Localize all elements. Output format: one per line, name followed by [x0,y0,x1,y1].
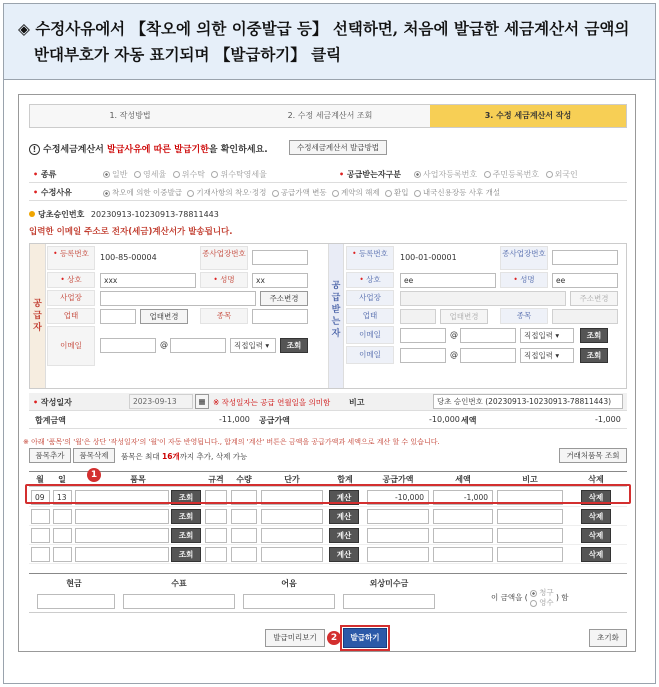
buyer-addr-input [400,291,566,306]
instruction-header [4,4,655,80]
approval-line [29,209,219,220]
buyer-addr-label: 사업장 [346,290,394,306]
notice-red-text: 발급사유에 따른 발급기한 [107,145,209,155]
remove-item-button[interactable]: 품목삭제 [73,448,115,463]
price-input[interactable] [261,547,323,562]
col-supply: 공급가액 [382,475,414,484]
supply-value: -10,000 [429,415,460,424]
reason-return[interactable]: 환입 [385,188,409,197]
buyer-item-label: 종목 [500,308,548,324]
remark-cell-input[interactable] [497,528,563,543]
notice-suffix: 을 확인하세요. [208,145,268,155]
buyer-email-lookup-2[interactable]: 조회 [580,348,608,363]
pay-note-input[interactable] [243,594,335,609]
remark-label: 비고 [349,398,365,407]
issue-method-button[interactable]: 수정세금계산서 발급방법 [289,140,387,155]
tax-input[interactable] [433,528,493,543]
buyer-biz-input [400,309,436,324]
calc-button[interactable]: 계산 [329,490,359,505]
calc-button[interactable]: 계산 [329,528,359,543]
col-item: 품목 [130,475,146,484]
qty-input[interactable] [231,547,257,562]
supplier-biz-button[interactable]: 업태변경 [140,309,188,324]
calc-button[interactable]: 계산 [329,547,359,562]
item-name-input[interactable] [75,528,169,543]
buyer-email-label-2: 이메일 [346,346,394,364]
instruction-line-1: ◈ 수정사유에서 【착오에 의한 이중발급 등】 선택하면, 처음에 발급한 세금계산서 금액의 [18,19,630,38]
trade-item-lookup-button[interactable]: 거래처품목 조회 [559,448,627,463]
kind-option-consign-zero[interactable]: 위수탁영세율 [211,170,266,179]
buyer-name-input[interactable]: ee [400,273,496,288]
approval-label: 당초승인번호 [38,210,85,219]
col-month: 월 [36,475,44,484]
reason-lc[interactable]: 내국신용장등 사후 개설 [414,188,500,197]
buyer-type-options [414,169,578,180]
preview-button[interactable]: 발급미리보기 [265,629,325,647]
supply-input[interactable] [367,509,429,524]
col-remark: 비고 [522,475,538,484]
info-icon: ! [29,144,40,155]
supplier-addr-button[interactable]: 주소변경 [260,291,308,306]
supplier-side-label: 공급자 [30,244,46,388]
delete-button[interactable]: 삭제 [581,490,611,505]
buyer-biz-button: 업태변경 [440,309,488,324]
spec-input[interactable] [205,547,227,562]
remark-input[interactable]: 당초 승인번호 (20230913-10230913-78811443) [433,394,623,409]
supplier-item-label: 종목 [200,308,248,324]
buyer-email-id-1[interactable] [400,328,446,343]
supply-input[interactable] [367,528,429,543]
supplier-ceo-input[interactable]: xx [252,273,308,288]
claim-receipt-group: 이 금액을 ( 청구 영수 ) 함 [491,588,569,607]
item-lookup-button[interactable]: 조회 [171,528,201,543]
pay-credit-label: 외상미수금 [369,579,409,588]
supplier-email-lookup[interactable]: 조회 [280,338,308,353]
buyer-item-input [552,309,618,324]
approval-number: 20230913-10230913-78811443 [90,210,219,219]
kind-options [103,169,267,180]
pay-credit-input[interactable] [343,594,435,609]
supplier-reg-label: • 등록번호 [47,246,95,270]
buyer-addr-button: 주소변경 [570,291,618,306]
buyer-reg-value: 100-01-00001 [400,253,457,262]
grid-note: ※ 아래 '품목'의 '월'은 상단 '작성일자'의 '월'이 자동 반영됩니다., 합계의 '계산' 버튼은 금액을 공급가액과 세액으로 계산 할 수 있습니다. [23,438,440,446]
buyer-sub-input[interactable] [552,250,618,265]
reason-options [103,187,500,198]
supply-input[interactable] [367,547,429,562]
month-input[interactable] [31,547,50,562]
kind-option-zero[interactable]: 영세율 [134,170,166,179]
buyer-email-domain-1[interactable] [460,328,516,343]
supplier-name-input[interactable]: xxx [100,273,196,288]
highlight-row-box [25,484,631,504]
supplier-sub-label: 종사업장번호 [200,246,248,270]
buyer-domain-select-1[interactable]: 직접입력 ▾ [520,328,574,343]
pay-check-label: 수표 [171,579,187,588]
step-1: 1. 작성방법 [109,111,151,120]
date-row [29,393,627,411]
totals-row [29,411,627,429]
invoice-form [18,94,636,652]
add-item-button[interactable]: 품목추가 [29,448,71,463]
tax-input[interactable]: -1,000 [433,490,493,505]
supplier-email-label: 이메일 [47,326,95,366]
col-delete: 삭제 [588,475,604,484]
reason-duplicate[interactable]: 착오에 의한 이중발급 [103,188,182,197]
buyer-type-bizno[interactable]: 사업자등록번호 [414,170,477,179]
issue-button[interactable]: 발급하기 [343,628,387,648]
buyer-name-label: • 상호 [346,272,394,288]
day-input[interactable] [53,547,72,562]
col-tax: 세액 [455,475,471,484]
buyer-side-label: 공급받는자 [328,244,344,388]
day-input[interactable]: 13 [53,490,72,505]
supplier-domain-select[interactable]: 직접입력 ▾ [230,338,276,353]
step-2: 2. 수정 세금계산서 조회 [287,111,373,120]
notice-prefix: 수정세금계산서 [43,145,107,155]
reason-label: • 수정사유 [33,188,72,197]
buyer-reg-label: • 등록번호 [346,246,394,270]
tax-label: 세액 [461,416,477,425]
email-notice: 입력한 이메일 주소로 전자(세금)계산서가 발송됩니다. [29,227,233,237]
total-label: 합계금액 [35,416,66,425]
supplier-ceo-label: • 성명 [200,272,248,288]
buyer-type-label: • 공급받는자구분 [339,170,402,179]
buyer-biz-label: 업태 [346,308,394,324]
supplier-addr-label: 사업장 [47,290,95,306]
step-3-active: 3. 수정 세금계산서 작성 [430,105,626,127]
buyer-ceo-input[interactable]: ee [552,273,618,288]
buyer-at-2: @ [450,350,458,359]
kind-label: • 종류 [33,170,57,179]
date-input[interactable]: 2023-09-13 [129,394,193,409]
pay-note-label: 어음 [281,579,297,588]
tax-input[interactable] [433,547,493,562]
instruction-line-2: 반대부호가 자동 표기되며 【발급하기】 클릭 [34,45,342,64]
item-row [29,526,627,545]
delete-button[interactable]: 삭제 [581,528,611,543]
calc-button[interactable]: 계산 [329,509,359,524]
supplier-addr-input[interactable] [100,291,256,306]
qty-input[interactable] [231,509,257,524]
buyer-type-foreign[interactable]: 외국인 [546,170,578,179]
supplier-at: @ [160,340,168,349]
qty-input[interactable] [231,528,257,543]
reset-button[interactable]: 초기화 [589,629,627,647]
supplier-name-label: • 상호 [47,272,95,288]
col-price: 단가 [284,475,300,484]
buyer-email-domain-2[interactable] [460,348,516,363]
item-row [29,545,627,564]
step-marker-1: 1 [87,468,101,482]
tax-input[interactable] [433,509,493,524]
reason-row [29,183,627,201]
deadline-notice [29,142,268,155]
supplier-biz-input[interactable] [100,309,136,324]
buyer-domain-select-2[interactable]: 직접입력 ▾ [520,348,574,363]
claim-radio[interactable]: 청구 [530,588,554,597]
supplier-sub-input[interactable] [252,250,308,265]
day-input[interactable] [53,528,72,543]
kind-option-consign[interactable]: 위수탁 [173,170,205,179]
total-value: -11,000 [219,415,250,424]
supplier-reg-value: 100-85-00004 [100,253,157,262]
supplier-email-domain[interactable] [170,338,226,353]
supplier-item-input[interactable] [252,309,308,324]
buyer-email-lookup-1[interactable]: 조회 [580,328,608,343]
col-sum: 합계 [337,475,353,484]
step-indicator [29,104,627,128]
month-input[interactable] [31,528,50,543]
spec-input[interactable] [205,509,227,524]
buyer-email-id-2[interactable] [400,348,446,363]
price-input[interactable] [261,509,323,524]
day-input[interactable] [53,509,72,524]
item-row [29,507,627,526]
step-marker-2: 2 [327,631,341,645]
item-lookup-button[interactable]: 조회 [171,490,201,505]
month-input[interactable] [31,509,50,524]
buyer-email-label-1: 이메일 [346,326,394,344]
buyer-ceo-label: • 성명 [500,272,548,288]
reason-error[interactable]: 기재사항의 착오·정정 [187,188,266,197]
item-name-input[interactable] [75,547,169,562]
kind-row [29,165,627,183]
spec-input[interactable] [205,528,227,543]
supplier-email-id[interactable] [100,338,156,353]
calendar-icon[interactable]: ▦ [195,394,209,409]
col-qty: 수량 [236,475,252,484]
item-lookup-button[interactable]: 조회 [171,547,201,562]
date-note: ※ 작성일자는 공급 연월일을 의미함 [213,398,331,407]
pay-check-input[interactable] [123,594,235,609]
date-label: • 작성일자 [33,398,72,407]
buyer-at-1: @ [450,330,458,339]
item-lookup-button[interactable]: 조회 [171,509,201,524]
reason-cancel[interactable]: 계약의 해제 [332,188,380,197]
tax-value: -1,000 [595,415,621,424]
receipt-radio[interactable]: 영수 [530,598,554,607]
bullet-icon [29,211,35,217]
payment-block [29,573,627,613]
pay-cash-label: 현금 [66,579,82,588]
item-name-input[interactable] [75,509,169,524]
reason-amount[interactable]: 공급가액 변동 [272,188,327,197]
buyer-type-resident[interactable]: 주민등록번호 [484,170,539,179]
party-block [29,243,627,389]
delete-button[interactable]: 삭제 [581,509,611,524]
buyer-sub-label: 종사업장번호 [500,246,548,270]
supply-input[interactable]: -10,000 [367,490,429,505]
remark-cell-input[interactable] [497,509,563,524]
supplier-biz-label: 업태 [47,308,95,324]
col-day: 일 [58,475,66,484]
delete-button[interactable]: 삭제 [581,547,611,562]
price-input[interactable] [261,528,323,543]
item-limit-note: 품목은 최대 16개까지 추가, 삭제 가능 [121,452,248,461]
supply-label: 공급가액 [259,416,290,425]
kind-option-general[interactable]: 일반 [103,170,127,179]
month-input[interactable]: 09 [31,490,50,505]
col-spec: 규격 [208,475,224,484]
pay-cash-input[interactable] [37,594,115,609]
remark-cell-input[interactable] [497,547,563,562]
